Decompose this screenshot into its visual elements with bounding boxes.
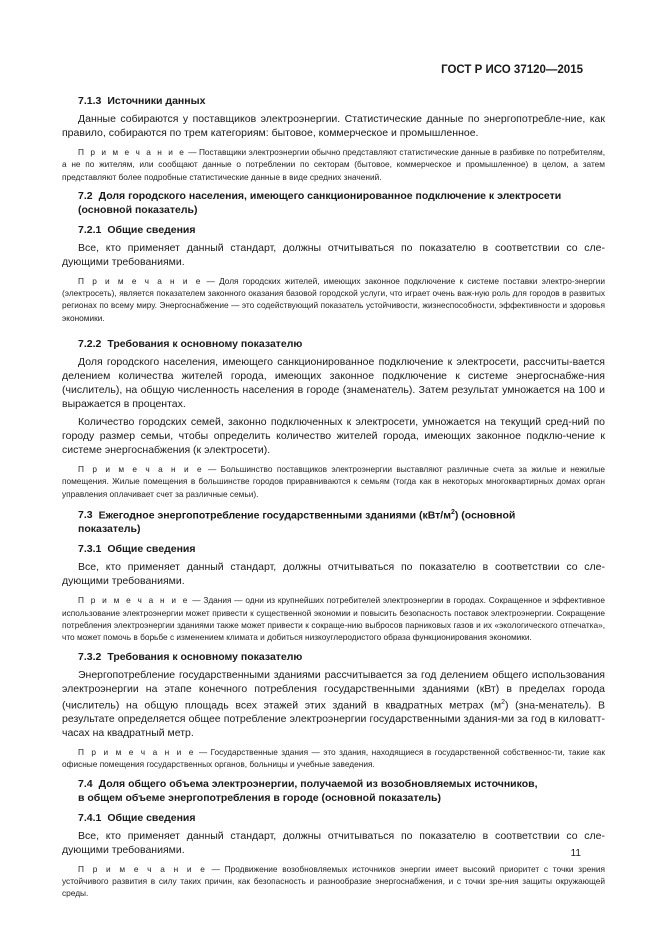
section-7-2-2-text-1: Доля городского населения, имеющего санкционированное подключение к электросети, рассчиты-вается делением количества жителей города, имеющих законное подключение к системе энергоснабже-ния (числитель), на общую численность населения в городе (знаменатель). Затем результат умножается на 100 и выражается в процентах. (62, 356, 605, 411)
note-label: П р и м е ч а н и е (78, 147, 186, 157)
section-7-2-2-text-2: Количество городских семей, законно подключенных к электросети, умножается на текущий сред-ний по городу размер семьи, чтобы определить количество жителей города, имеющих законное подклю-чение к системе энергоснабжения (к электросети). (62, 416, 605, 457)
section-number: 7.2 (78, 189, 93, 202)
section-number: 7.3 (78, 509, 93, 522)
page-content (62, 94, 605, 900)
section-7-1-3-note (62, 146, 605, 183)
section-7-2-1-text: Все, кто применяет данный стандарт, должны отчитываться по показателю в соответствии со сле-дующими требованиями. (62, 241, 605, 268)
section-number: 7.3.1 (78, 543, 102, 556)
section-title-line-2: (основной показатель) (78, 203, 198, 216)
section-7-4-1-note (62, 863, 605, 900)
section-7-3-1-note (62, 594, 605, 643)
note-label: П р и м е ч а н и е (78, 747, 196, 758)
section-7-3-2-note (62, 746, 605, 771)
section-number: 7.4.1 (78, 811, 102, 824)
section-7-1-3-text: Данные собираются у поставщиков электроэнергии. Статистические данные по энергопотребле-ние, как правило, собираются по трем категориям: бытовое, коммерческое и промышленное. (62, 113, 605, 139)
section-title-line-2: показатель) (78, 523, 141, 536)
superscript: 2 (501, 698, 505, 706)
section-7-4-1-text: Все, кто применяет данный стандарт, должны отчитываться по показателю в соответствии со сле-дующими требованиями. (62, 829, 605, 856)
section-7-3-1-heading (62, 542, 605, 556)
note-text: — Доля городских жителей, имеющих законное подключение к системе поставки электро-энергии (электросеть), является показателем законного оказания базовой городской услуги, что играет очень важ-ную роль для городов в развитых регионах по всему миру. Энергоснабжение — это содействующий показатель устойчивости, жизнеспособности, эффективности и здоровья экономики. (62, 275, 605, 323)
section-7-2-heading (62, 189, 605, 217)
section-number: 7.1.3 (78, 95, 102, 107)
section-7-2-2-note (62, 463, 605, 500)
section-7-4-1-heading (62, 811, 605, 825)
section-title: Источники данных (107, 95, 206, 107)
section-7-3-2-heading (62, 650, 605, 664)
note-label: П р и м е ч а н и е (78, 275, 203, 286)
section-title-line-2: в общем объеме энергопотребления в городе (основной показатель) (78, 791, 441, 804)
note-label: П р и м е ч а н и е (78, 595, 190, 606)
note-text: — Большинство поставщиков электроэнергии выставляют различные счета за жилые и нежилые помещения. Жилые помещения в большинстве городов приравниваются к семьям (тогда как в некоторых многоквартирных домах орган управления оплачивает счет за различные семьи). (62, 464, 606, 499)
note-text: — Поставщики электроэнергии обычно представляют статистические данные в разбивке по потребителям, а не по жителям, или сообщают данные о потреблении по секторам (бытовое, коммерческое и промышленное) в целом, а затем представляют более подробные статистические данные в виде средних значений. (62, 147, 605, 182)
section-title-line-1-end: ) (основной (454, 509, 516, 522)
note-label: П р и м е ч а н и е (78, 863, 207, 874)
section-number: 7.2.2 (78, 338, 102, 351)
section-7-3-heading (62, 506, 605, 537)
section-title: Общие сведения (107, 543, 196, 556)
section-7-1-3-heading (62, 94, 605, 108)
section-title: Требования к основному показателю (107, 338, 303, 351)
text-part-1: Энергопотребление государственными зданиями рассчитывается за год делением общего использования электроэнергии на этапе конечного потребления государственными зданиями (кВт) в пределах города (числитель) на общую площадь всех этажей этих зданий в квадратных метрах (м (62, 668, 605, 712)
section-title-line-1: Доля городского населения, имеющего санкционированное подключение к электросети (98, 189, 562, 202)
page-number: 11 (570, 848, 581, 859)
text-part-2: ) (зна-менатель). В результате определяется общее потребление электроэнергии государственными здания-ми за год в киловатт-часах на квадратный метр. (62, 699, 605, 740)
section-7-2-1-note (62, 275, 605, 324)
section-title-line-1: Доля общего объема электроэнергии, получаемой из возобновляемых источников, (98, 777, 538, 790)
section-number: 7.3.2 (78, 650, 102, 663)
section-7-4-heading (62, 777, 605, 805)
section-7-2-1-heading (62, 223, 605, 237)
section-number: 7.4 (78, 777, 93, 790)
note-label: П р и м е ч а н и е (78, 464, 204, 475)
section-title: Общие сведения (107, 811, 196, 824)
note-text: — Здания — одни из крупнейших потребителей электроэнергии в городах. Сокращенное и эффективное использование электроэнергии может привести к существенной экономии и повысить безопасность поставок электроэнергии. Сокращение потребления электроэнергии зданиями также может привести к сокраще-нию выбросов парниковых газов и их «экологического отпечатка», что может помочь в борьбе с изменением климата и добиться низкоуглеродистого образа функционирования экономики. (62, 595, 606, 643)
note-text: — Государственные здания — это здания, находящиеся в государственной собственнос-ти, такие как офисные помещения государственных органов, больницы и учебные заведения. (62, 747, 606, 770)
section-title: Требования к основному показателю (107, 650, 303, 663)
superscript: 2 (450, 508, 455, 516)
section-7-3-2-text (62, 668, 605, 741)
section-number: 7.2.1 (78, 223, 102, 236)
standard-header: ГОСТ Р ИСО 37120—2015 (441, 64, 583, 76)
section-title: Общие сведения (107, 223, 196, 236)
section-7-2-2-heading (62, 337, 605, 351)
note-text: — Продвижение возобновляемых источников энергии имеет высокий приоритет с точки зрения устойчивого развития в силу таких причин, как безопасность и разнообразие энергоснабжения, и с точки зре-ния защиты окружающей среды. (62, 863, 606, 899)
section-title-line-1: Ежегодное энергопотребление государственными зданиями (кВт/м (98, 509, 451, 522)
section-7-3-1-text: Все, кто применяет данный стандарт, должны отчитываться по показателю в соответствии со сле-дующими требованиями. (62, 561, 605, 588)
